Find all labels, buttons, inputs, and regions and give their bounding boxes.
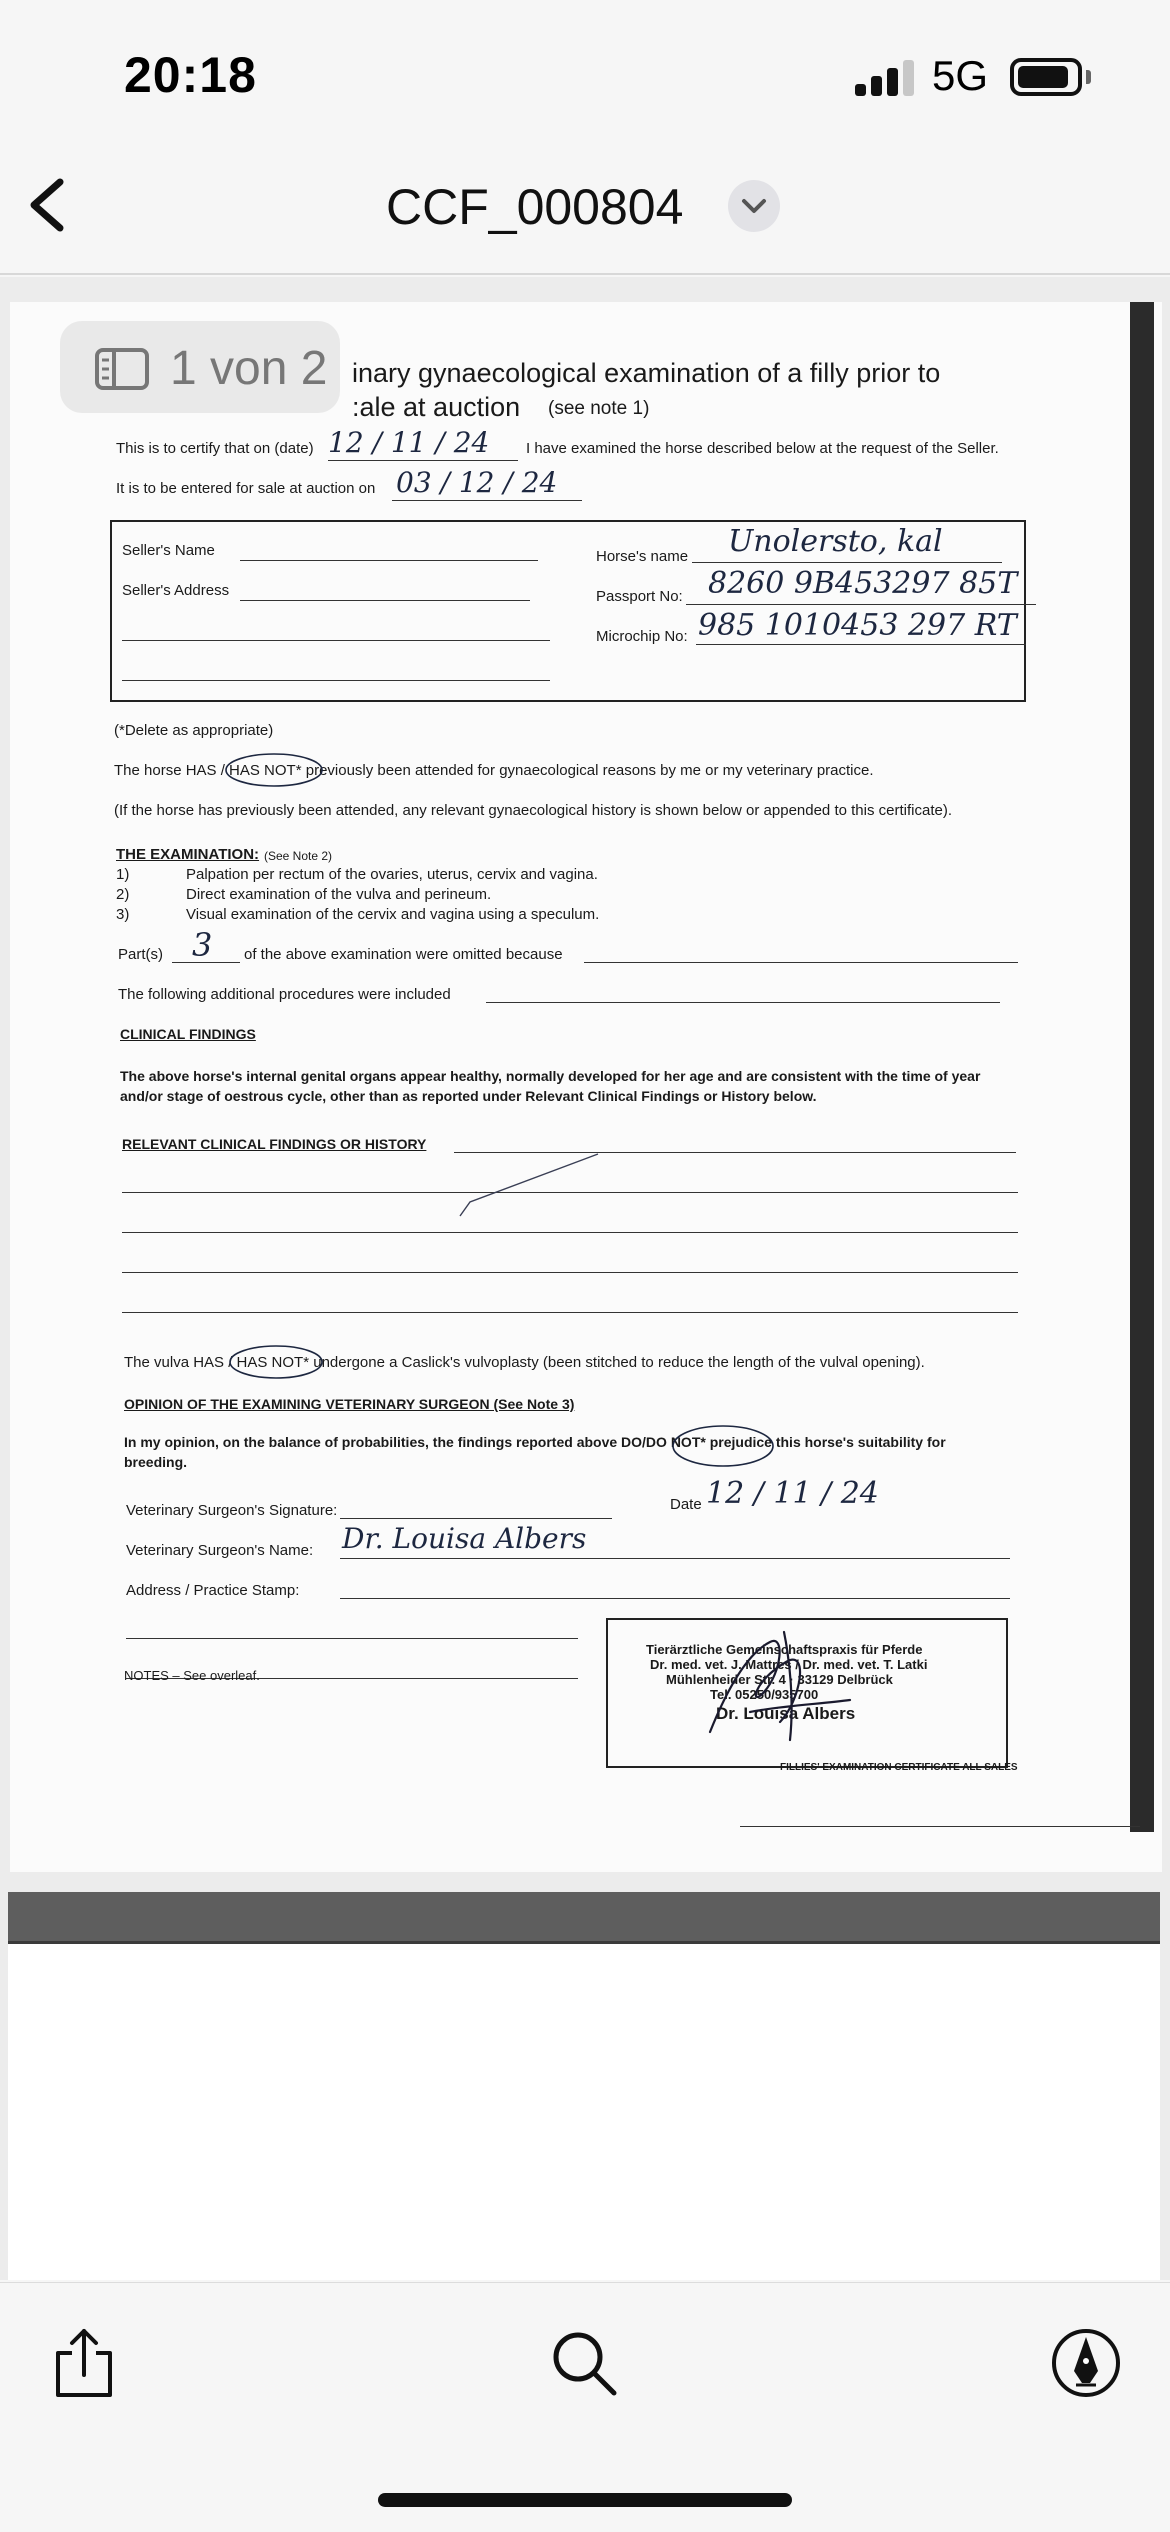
- certificate-form: [10, 302, 1160, 1862]
- omitted-reason-line: [584, 962, 1018, 963]
- home-indicator: [378, 2493, 792, 2507]
- exam-note: (See Note 2): [264, 849, 333, 863]
- strike-through-mark: [456, 1150, 606, 1220]
- vet-name-line: [340, 1558, 1010, 1559]
- certify-suffix: I have examined the horse described below at the request of the Seller.: [526, 440, 999, 457]
- stamp-line-4: Tel. 05250/935700: [710, 1687, 819, 1702]
- microchip-label: Microchip No:: [596, 628, 688, 645]
- sellers-address-line-2: [122, 640, 550, 641]
- title-menu-button[interactable]: [728, 180, 780, 232]
- share-icon: [44, 2323, 124, 2403]
- notes-overleaf: NOTES – See overleaf.: [124, 1668, 260, 1683]
- signature-label: Veterinary Surgeon's Signature:: [126, 1502, 338, 1519]
- clinical-findings-line1: The above horse's internal genital organs appear healthy, normally developed for her age and are consistent with the time of year: [120, 1068, 981, 1084]
- microchip-value: 985 1010453 297 RT: [698, 608, 1017, 643]
- previously-attended-text: (If the horse has previously been attended, any relevant gynaecological history is shown below or appended to this certificate).: [114, 802, 952, 819]
- cellular-signal-icon: [855, 60, 915, 96]
- vulva-has-not-circle: [226, 1342, 326, 1382]
- footer-line: [740, 1826, 1140, 1827]
- sellers-address-line: [240, 600, 530, 601]
- auction-date-line: [392, 500, 582, 501]
- do-not-circle: [668, 1418, 778, 1470]
- sellers-name-label: Seller's Name: [122, 542, 215, 559]
- passport-value: 8260 9B453297 85T: [708, 566, 1018, 601]
- status-bar: [0, 0, 1170, 150]
- exam-item-2-num: 2): [116, 886, 130, 903]
- markup-button[interactable]: [1046, 2323, 1126, 2403]
- parts-value: 3: [192, 926, 213, 964]
- status-time: 20:18: [124, 47, 257, 103]
- page-indicator-label: 1 von 2: [170, 342, 328, 395]
- certificate-footer: FILLIES' EXAMINATION CERTIFICATE ALL SALES: [780, 1762, 1018, 1773]
- address-label: Address / Practice Stamp:: [126, 1582, 300, 1599]
- vet-name-label: Veterinary Surgeon's Name:: [126, 1542, 314, 1559]
- exam-item-2-text: Direct examination of the vulva and perineum.: [186, 886, 492, 903]
- passport-line: [686, 604, 1036, 605]
- clinical-findings-heading: CLINICAL FINDINGS: [120, 1026, 256, 1042]
- exam-heading: THE EXAMINATION:: [116, 846, 260, 863]
- stamp-line-5: Dr. Louisa Albers: [716, 1704, 856, 1723]
- battery-icon: [1010, 58, 1082, 96]
- page-indicator[interactable]: [60, 321, 340, 413]
- delete-note: (*Delete as appropriate): [114, 722, 274, 739]
- document-page-2[interactable]: [8, 1944, 1160, 2280]
- microchip-line: [696, 644, 1026, 645]
- opinion-line1: In my opinion, on the balance of probabilities, the findings reported above DO/DO NOT* prejudice this horse's suitability for: [124, 1434, 946, 1450]
- additional-procedures-line: [486, 1002, 1000, 1003]
- has-not-circle: [222, 750, 326, 790]
- date-label: Date: [670, 1496, 702, 1513]
- form-title-line2: :ale at auction: [352, 392, 521, 422]
- stamp-line-3: Mühlenheider Str. 4 · 33129 Delbrück: [666, 1672, 893, 1687]
- search-icon: [544, 2323, 624, 2403]
- address-line-2: [126, 1638, 578, 1639]
- stamp-line-1: Tierärztliche Gemeinschaftspraxis für Pferde: [646, 1642, 923, 1657]
- sidebar-icon: [94, 347, 150, 391]
- exam-item-3-num: 3): [116, 906, 130, 923]
- passport-label: Passport No:: [596, 588, 683, 605]
- entered-prefix: It is to be entered for sale at auction on: [116, 480, 376, 497]
- document-page-1[interactable]: [10, 302, 1162, 1872]
- horse-has-text: The horse HAS / HAS NOT* previously been attended for gynaecological reasons by me or my veterinary practice.: [114, 762, 874, 779]
- relevant-line-4: [122, 1272, 1018, 1273]
- relevant-line-3: [122, 1232, 1018, 1233]
- stamp-line-2: Dr. med. vet. J. Mattres / Dr. med. vet. T. Latki: [650, 1657, 928, 1672]
- horses-name-label: Horse's name: [596, 548, 689, 565]
- chevron-down-icon: [728, 180, 780, 232]
- exam-item-1-num: 1): [116, 866, 130, 883]
- signature-date: 12 / 11 / 24: [706, 1476, 879, 1511]
- network-type: 5G: [932, 52, 989, 99]
- auction-date: 03 / 12 / 24: [396, 466, 558, 499]
- additional-procedures: The following additional procedures were included: [118, 986, 451, 1003]
- certify-date-line: [328, 460, 518, 461]
- see-note-1: (see note 1): [548, 398, 650, 419]
- markup-pen-icon: [1046, 2323, 1126, 2403]
- search-button[interactable]: [544, 2323, 624, 2403]
- nav-bar: [0, 150, 1170, 275]
- exam-item-1-text: Palpation per rectum of the ovaries, uterus, cervix and vagina.: [186, 866, 598, 883]
- certify-prefix: This is to certify that on (date): [116, 440, 314, 457]
- document-viewer[interactable]: [0, 277, 1170, 2280]
- signature-line: [340, 1518, 612, 1519]
- horses-name-line: [692, 562, 1002, 563]
- bottom-toolbar: [0, 2282, 1170, 2532]
- horses-name-value: Unolersto, kal: [728, 524, 943, 559]
- sellers-name-line: [240, 560, 538, 561]
- certify-date: 12 / 11 / 24: [328, 426, 490, 459]
- clinical-findings-line2: and/or stage of oestrous cycle, other than as reported under Relevant Clinical Findings or History below.: [120, 1088, 817, 1104]
- battery-cap: [1086, 70, 1091, 84]
- document-title[interactable]: CCF_000804: [386, 179, 684, 235]
- vet-name-value: Dr. Louisa Albers: [342, 1522, 587, 1555]
- chevron-left-icon: [18, 170, 78, 240]
- sellers-address-label: Seller's Address: [122, 582, 230, 599]
- share-button[interactable]: [44, 2323, 124, 2403]
- form-title-line1: inary gynaecological examination of a filly prior to: [352, 358, 941, 388]
- opinion-heading: OPINION OF THE EXAMINING VETERINARY SURGEON (See Note 3): [124, 1396, 575, 1412]
- parts-prefix: Part(s): [118, 946, 163, 963]
- opinion-line2: breeding.: [124, 1454, 188, 1470]
- parts-suffix: of the above examination were omitted because: [244, 946, 563, 963]
- relevant-line-5: [122, 1312, 1018, 1313]
- vulva-text: The vulva HAS / HAS NOT* undergone a Caslick's vulvoplasty (been stitched to reduce the length of the vulval opening).: [124, 1354, 925, 1371]
- sellers-address-line-3: [122, 680, 550, 681]
- address-line: [340, 1598, 1010, 1599]
- back-button[interactable]: [18, 170, 78, 240]
- exam-item-3-text: Visual examination of the cervix and vagina using a speculum.: [186, 906, 600, 923]
- handwritten-signature: [690, 1612, 860, 1752]
- parts-line: [172, 962, 240, 963]
- relevant-findings-heading: RELEVANT CLINICAL FINDINGS OR HISTORY: [122, 1136, 427, 1152]
- document-page-2-header: [8, 1892, 1160, 1944]
